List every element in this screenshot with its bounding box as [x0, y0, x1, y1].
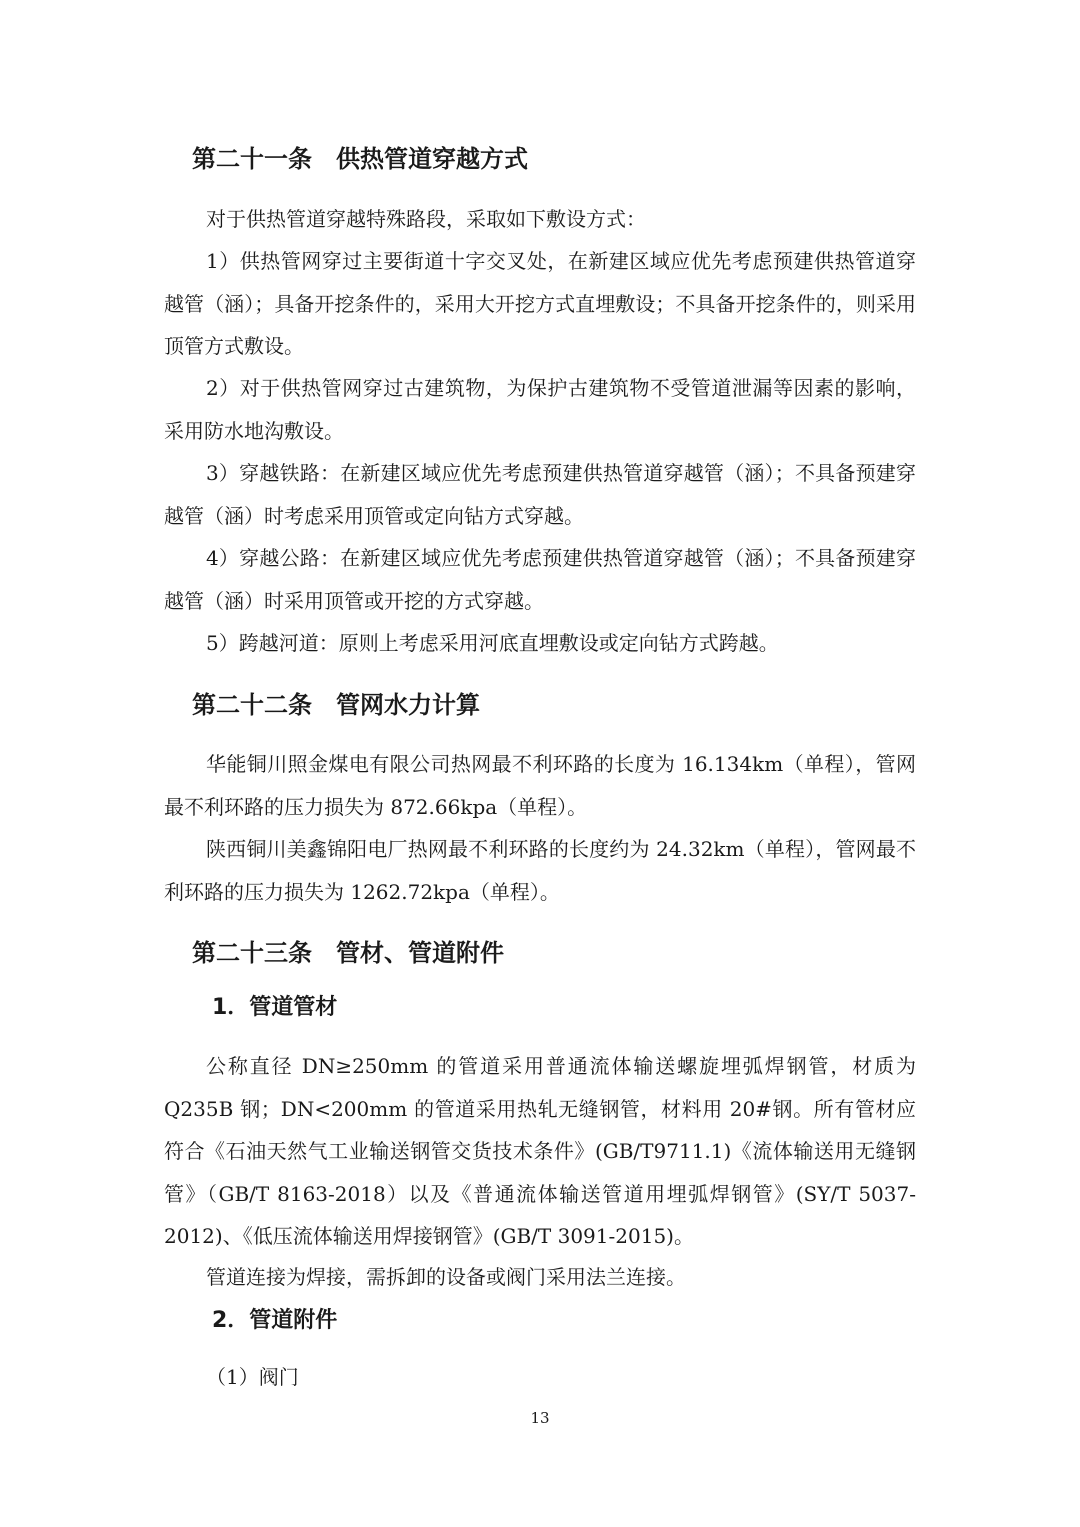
- paragraph-pipe-connection: 管道连接为焊接，需拆卸的设备或阀门采用法兰连接。: [206, 1265, 686, 1289]
- paragraph-valves: （1）阀门: [206, 1365, 299, 1389]
- paragraph-item-2: 2）对于供热管网穿过古建筑物，为保护古建筑物不受管道泄漏等因素的影响，采用防水地沟敷设。: [164, 376, 916, 443]
- subsection-heading-pipe-fittings: 2．管道附件: [212, 1308, 338, 1333]
- paragraph-meixin: 陕西铜川美鑫锦阳电厂热网最不利环路的长度约为 24.32km（单程），管网最不利环路的压力损失为 1262.72kpa（单程）。: [164, 837, 916, 904]
- section-heading-21: 第二十一条 供热管道穿越方式: [192, 145, 528, 173]
- paragraph-item-1: 1）供热管网穿过主要街道十字交叉处，在新建区域应优先考虑预建供热管道穿越管（涵）；具备开挖条件的，采用大开挖方式直埋敷设；不具备开挖条件的，则采用顶管方式敷设。: [164, 249, 916, 358]
- subsection-heading-pipe-material: 1．管道管材: [212, 995, 338, 1020]
- paragraph-intro: 对于供热管道穿越特殊路段，采取如下敷设方式：: [206, 207, 646, 231]
- paragraph-item-4: 4）穿越公路：在新建区域应优先考虑预建供热管道穿越管（涵）；不具备预建穿越管（涵）时采用顶管或开挖的方式穿越。: [164, 546, 916, 613]
- section-heading-22: 第二十二条 管网水力计算: [192, 691, 480, 719]
- paragraph-item-3: 3）穿越铁路：在新建区域应优先考虑预建供热管道穿越管（涵）；不具备预建穿越管（涵）时考虑采用顶管或定向钻方式穿越。: [164, 461, 916, 528]
- section-heading-23: 第二十三条 管材、管道附件: [192, 939, 504, 967]
- paragraph-item-5: 5）跨越河道：原则上考虑采用河底直埋敷设或定向钻方式跨越。: [206, 631, 779, 655]
- page-number: 13: [530, 1409, 550, 1427]
- paragraph-pipe-material: 公称直径 DN≥250mm 的管道采用普通流体输送螺旋埋弧焊钢管，材质为 Q235B 钢；DN<200mm 的管道采用热轧无缝钢管，材料用 20#钢。所有管材应符合《石油天然气工业输送钢管交货技术条件》(GB/T9711.1)《流体输送用无缝钢管》（GB/T 8163-2018）以及《普通流体输送管道用埋弧焊钢管》(SY/T 5037-2012)、《低压流体输送用焊接钢管》(GB/T 3091-2015)。: [164, 1054, 916, 1248]
- paragraph-huaneng: 华能铜川照金煤电有限公司热网最不利环路的长度为 16.134km（单程），管网最不利环路的压力损失为 872.66kpa（单程）。: [164, 752, 916, 819]
